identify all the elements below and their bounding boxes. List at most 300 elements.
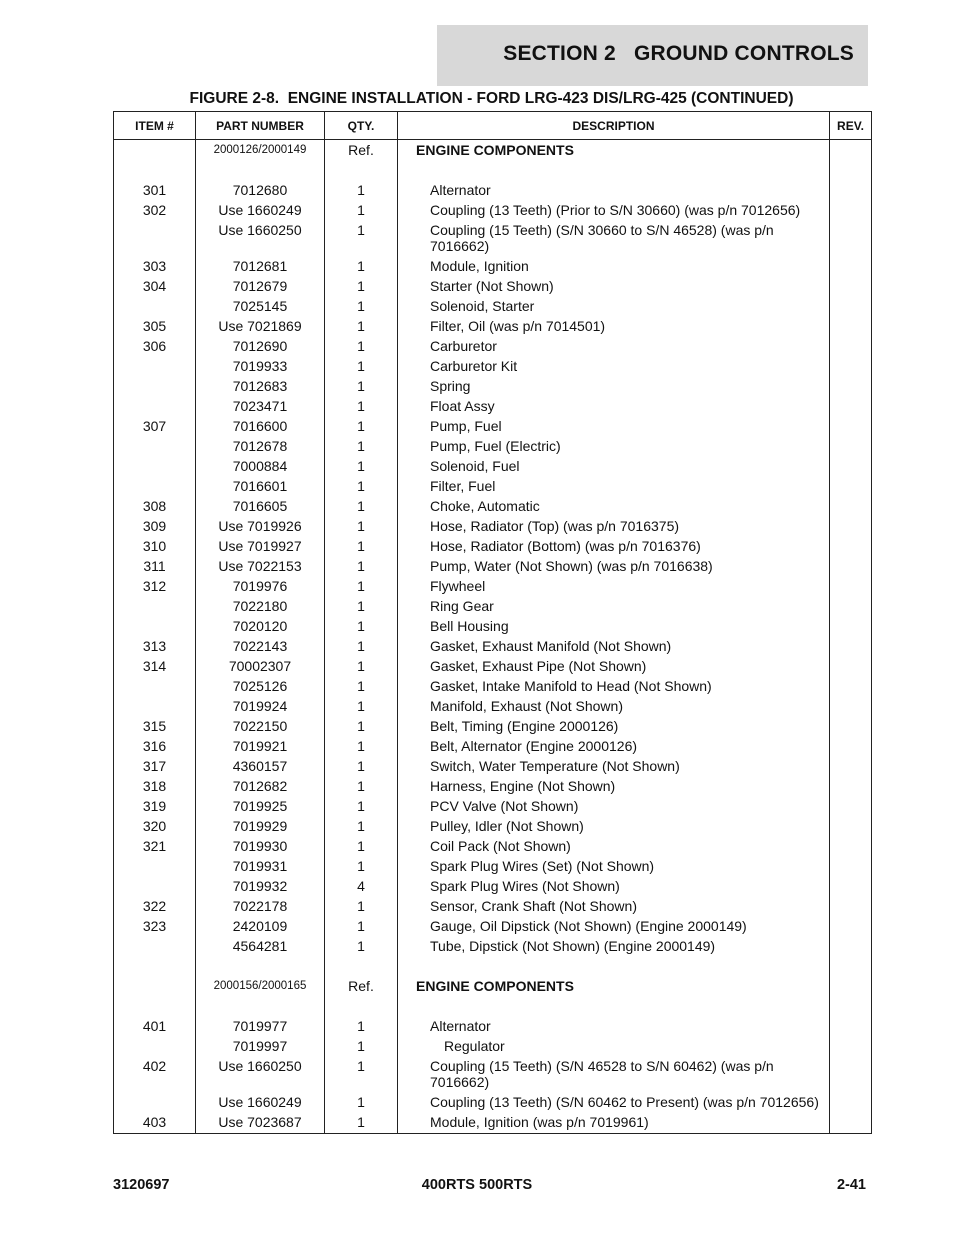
table-row [114,180,872,200]
cell-revision [830,256,872,276]
cell-description: Filter, Oil (was p/n 7014501) [398,316,830,336]
cell-item-number [114,1036,196,1056]
spacer-cell [114,160,196,180]
cell-quantity: 1 [325,200,398,220]
cell-revision [830,696,872,716]
cell-description: Coupling (15 Teeth) (S/N 46528 to S/N 60462) (was p/n 7016662) [398,1056,830,1092]
cell-quantity: 1 [325,836,398,856]
cell-description: Solenoid, Starter [398,296,830,316]
cell-description: Spark Plug Wires (Not Shown) [398,876,830,896]
cell-quantity: 1 [325,476,398,496]
cell-revision [830,856,872,876]
cell-part-number: Use 7021869 [196,316,325,336]
table-row [114,756,872,776]
table-row [114,936,872,956]
cell-item-number [114,616,196,636]
cell-item-number [114,376,196,396]
cell-revision [830,376,872,396]
cell-part-number: 7012682 [196,776,325,796]
cell-part-number: 7016600 [196,416,325,436]
cell-quantity: 1 [325,736,398,756]
cell-part-number: 70002307 [196,656,325,676]
spacer-cell [325,996,398,1016]
figure-title: FIGURE 2-8. ENGINE INSTALLATION - FORD LRG-423 DIS/LRG-425 (CONTINUED) [189,90,794,107]
cell-item-number: 311 [114,556,196,576]
cell-item-number: 312 [114,576,196,596]
table-row [114,436,872,456]
table-row [114,220,872,256]
table-row [114,696,872,716]
cell-part-number: 7012679 [196,276,325,296]
cell-quantity: 1 [325,776,398,796]
cell-description: Switch, Water Temperature (Not Shown) [398,756,830,776]
table-row [114,336,872,356]
cell-revision [830,180,872,200]
cell-revision [830,876,872,896]
table-row [114,476,872,496]
cell-revision [830,976,872,996]
cell-revision [830,516,872,536]
cell-description: Gasket, Intake Manifold to Head (Not Shown) [398,676,830,696]
cell-revision [830,676,872,696]
cell-part-number: 7016601 [196,476,325,496]
table-row [114,896,872,916]
cell-revision [830,140,872,161]
cell-part-number: Use 7022153 [196,556,325,576]
cell-quantity: 1 [325,336,398,356]
cell-item-number [114,140,196,161]
cell-description: Hose, Radiator (Top) (was p/n 7016375) [398,516,830,536]
cell-part-number: 7023471 [196,396,325,416]
cell-quantity: 1 [325,916,398,936]
table-row [114,256,872,276]
cell-part-number: 7019932 [196,876,325,896]
cell-quantity: 1 [325,296,398,316]
spacer-cell [398,996,830,1016]
table-row [114,1056,872,1092]
cell-description: ENGINE COMPONENTS [398,140,830,161]
table-row [114,576,872,596]
cell-quantity: 1 [325,316,398,336]
cell-item-number: 317 [114,756,196,776]
model-names: 400RTS 500RTS [421,1177,533,1193]
table-row [114,616,872,636]
cell-revision [830,896,872,916]
cell-part-number: 7019924 [196,696,325,716]
cell-description: Regulator [398,1036,830,1056]
table-row [114,856,872,876]
cell-item-number [114,976,196,996]
cell-revision [830,536,872,556]
cell-quantity: 1 [325,556,398,576]
table-row [114,836,872,856]
table-row [114,656,872,676]
table-row [114,396,872,416]
table-row [114,1036,872,1056]
table-row [114,516,872,536]
table-row [114,416,872,436]
table-row [114,796,872,816]
cell-quantity: 1 [325,1112,398,1134]
cell-item-number [114,476,196,496]
cell-revision [830,776,872,796]
cell-revision [830,816,872,836]
cell-description: ENGINE COMPONENTS [398,976,830,996]
cell-part-number: 2420109 [196,916,325,936]
cell-quantity: 1 [325,896,398,916]
cell-revision [830,356,872,376]
cell-quantity: 4 [325,876,398,896]
cell-revision [830,736,872,756]
cell-part-number: 7012678 [196,436,325,456]
cell-quantity: 1 [325,1056,398,1092]
cell-part-number: 7019933 [196,356,325,376]
cell-description: PCV Valve (Not Shown) [398,796,830,816]
cell-quantity: 1 [325,1016,398,1036]
cell-quantity: 1 [325,656,398,676]
cell-part-number: 7012680 [196,180,325,200]
cell-part-number: 7019977 [196,1016,325,1036]
table-row [114,776,872,796]
spacer-cell [830,160,872,180]
cell-description: Harness, Engine (Not Shown) [398,776,830,796]
cell-quantity: 1 [325,696,398,716]
table-header-row [114,112,872,140]
cell-description: Gauge, Oil Dipstick (Not Shown) (Engine 2000149) [398,916,830,936]
cell-quantity: 1 [325,596,398,616]
cell-quantity: 1 [325,816,398,836]
cell-revision [830,556,872,576]
cell-description: Gasket, Exhaust Pipe (Not Shown) [398,656,830,676]
cell-revision [830,576,872,596]
cell-item-number [114,220,196,256]
cell-description: Belt, Alternator (Engine 2000126) [398,736,830,756]
section-title: SECTION 2 GROUND CONTROLS [503,42,854,65]
cell-part-number: Use 1660250 [196,1056,325,1092]
spacer-cell [398,956,830,976]
spacer-row [114,956,872,976]
cell-revision [830,316,872,336]
cell-description: Choke, Automatic [398,496,830,516]
cell-quantity: 1 [325,936,398,956]
cell-part-number: 7022178 [196,896,325,916]
spacer-cell [398,160,830,180]
cell-part-number: 7022143 [196,636,325,656]
spacer-cell [196,160,325,180]
cell-description: Bell Housing [398,616,830,636]
cell-item-number: 302 [114,200,196,220]
cell-item-number: 318 [114,776,196,796]
cell-part-number: 7025145 [196,296,325,316]
cell-item-number: 316 [114,736,196,756]
table-row [114,816,872,836]
cell-item-number: 322 [114,896,196,916]
cell-description: Alternator [398,180,830,200]
table-row [114,356,872,376]
cell-part-number: Use 1660249 [196,200,325,220]
cell-revision [830,276,872,296]
cell-revision [830,916,872,936]
table-row [114,876,872,896]
cell-item-number: 313 [114,636,196,656]
cell-description: Hose, Radiator (Bottom) (was p/n 7016376) [398,536,830,556]
cell-item-number [114,936,196,956]
cell-quantity: 1 [325,1036,398,1056]
cell-quantity: 1 [325,436,398,456]
cell-description: Flywheel [398,576,830,596]
spacer-cell [114,996,196,1016]
cell-item-number: 308 [114,496,196,516]
cell-quantity: 1 [325,796,398,816]
cell-description: Spring [398,376,830,396]
cell-item-number: 315 [114,716,196,736]
col-header-item: ITEM # [114,112,196,140]
table-row [114,716,872,736]
cell-item-number: 320 [114,816,196,836]
cell-description: Carburetor [398,336,830,356]
cell-item-number: 319 [114,796,196,816]
cell-description: Spark Plug Wires (Set) (Not Shown) [398,856,830,876]
cell-revision [830,596,872,616]
cell-part-number: 7012690 [196,336,325,356]
col-header-part-number: PART NUMBER [196,112,325,140]
cell-quantity: 1 [325,536,398,556]
table-row [114,1092,872,1112]
cell-revision [830,836,872,856]
cell-revision [830,296,872,316]
cell-part-number: 7020120 [196,616,325,636]
cell-revision [830,656,872,676]
cell-description: Float Assy [398,396,830,416]
cell-part-number: 7019921 [196,736,325,756]
cell-part-number: 7016605 [196,496,325,516]
table-row [114,376,872,396]
cell-item-number: 403 [114,1112,196,1134]
cell-description: Solenoid, Fuel [398,456,830,476]
doc-number: 3120697 [113,1177,170,1193]
table-row [114,636,872,656]
cell-item-number [114,436,196,456]
cell-part-number: 7019929 [196,816,325,836]
spacer-cell [830,996,872,1016]
cell-item-number [114,856,196,876]
cell-quantity: 1 [325,220,398,256]
cell-quantity: 1 [325,396,398,416]
cell-item-number [114,296,196,316]
cell-part-number: 4564281 [196,936,325,956]
cell-revision [830,636,872,656]
cell-part-number: 7022150 [196,716,325,736]
cell-quantity: Ref. [325,976,398,996]
cell-revision [830,496,872,516]
cell-description: Module, Ignition [398,256,830,276]
spacer-row [114,160,872,180]
cell-quantity: 1 [325,676,398,696]
cell-part-number: 7000884 [196,456,325,476]
cell-revision [830,716,872,736]
cell-item-number: 323 [114,916,196,936]
cell-description: Sensor, Crank Shaft (Not Shown) [398,896,830,916]
cell-revision [830,1092,872,1112]
cell-description: Pump, Fuel (Electric) [398,436,830,456]
table-row [114,596,872,616]
cell-quantity: 1 [325,716,398,736]
cell-revision [830,1036,872,1056]
table-row [114,556,872,576]
spacer-cell [196,956,325,976]
cell-item-number: 307 [114,416,196,436]
cell-description: Module, Ignition (was p/n 7019961) [398,1112,830,1134]
cell-description: Belt, Timing (Engine 2000126) [398,716,830,736]
cell-item-number [114,456,196,476]
cell-part-number: 7019976 [196,576,325,596]
cell-item-number [114,876,196,896]
cell-quantity: 1 [325,516,398,536]
cell-description: Tube, Dipstick (Not Shown) (Engine 2000149) [398,936,830,956]
cell-revision [830,796,872,816]
cell-description: Coupling (13 Teeth) (S/N 60462 to Present) (was p/n 7012656) [398,1092,830,1112]
cell-item-number [114,676,196,696]
cell-quantity: 1 [325,416,398,436]
cell-description: Coupling (15 Teeth) (S/N 30660 to S/N 46528) (was p/n 7016662) [398,220,830,256]
cell-item-number: 321 [114,836,196,856]
table-row [114,316,872,336]
cell-quantity: 1 [325,636,398,656]
cell-quantity: 1 [325,456,398,476]
cell-item-number: 401 [114,1016,196,1036]
group-header-row [114,976,872,996]
cell-description: Alternator [398,1016,830,1036]
cell-item-number [114,696,196,716]
spacer-cell [325,956,398,976]
spacer-cell [114,956,196,976]
table-row [114,676,872,696]
cell-revision [830,200,872,220]
cell-description: Pump, Fuel [398,416,830,436]
cell-part-number: 2000126/2000149 [196,140,325,161]
table-row [114,1112,872,1134]
cell-description: Pump, Water (Not Shown) (was p/n 7016638) [398,556,830,576]
cell-part-number: Use 7019927 [196,536,325,556]
cell-quantity: 1 [325,616,398,636]
cell-item-number [114,596,196,616]
cell-item-number: 309 [114,516,196,536]
cell-part-number: Use 7019926 [196,516,325,536]
cell-item-number [114,356,196,376]
table-row [114,456,872,476]
table-row [114,276,872,296]
cell-revision [830,220,872,256]
col-header-rev: REV. [830,112,872,140]
cell-quantity: 1 [325,496,398,516]
cell-description: Pulley, Idler (Not Shown) [398,816,830,836]
cell-description: Gasket, Exhaust Manifold (Not Shown) [398,636,830,656]
spacer-cell [325,160,398,180]
cell-part-number: 7019931 [196,856,325,876]
cell-description: Coil Pack (Not Shown) [398,836,830,856]
cell-part-number: 7019930 [196,836,325,856]
cell-item-number [114,396,196,416]
cell-quantity: Ref. [325,140,398,161]
cell-revision [830,396,872,416]
cell-description: Manifold, Exhaust (Not Shown) [398,696,830,716]
cell-item-number: 402 [114,1056,196,1092]
cell-part-number: 4360157 [196,756,325,776]
spacer-row [114,996,872,1016]
col-header-qty: QTY. [325,112,398,140]
parts-table-body [114,140,872,1134]
cell-quantity: 1 [325,1092,398,1112]
cell-revision [830,456,872,476]
cell-quantity: 1 [325,180,398,200]
table-row [114,736,872,756]
page-number: 2-41 [836,1177,866,1193]
cell-part-number: 7022180 [196,596,325,616]
spacer-cell [196,996,325,1016]
parts-table [113,111,872,1134]
cell-item-number: 301 [114,180,196,200]
cell-part-number: Use 7023687 [196,1112,325,1134]
section-banner [437,25,868,86]
table-row [114,916,872,936]
cell-description: Ring Gear [398,596,830,616]
spacer-cell [830,956,872,976]
cell-revision [830,1056,872,1092]
cell-part-number: 7012681 [196,256,325,276]
cell-part-number: 7025126 [196,676,325,696]
cell-part-number: 7019925 [196,796,325,816]
table-row [114,536,872,556]
cell-quantity: 1 [325,356,398,376]
cell-quantity: 1 [325,756,398,776]
cell-part-number: 2000156/2000165 [196,976,325,996]
cell-revision [830,756,872,776]
table-row [114,1016,872,1036]
cell-description: Coupling (13 Teeth) (Prior to S/N 30660) (was p/n 7012656) [398,200,830,220]
cell-revision [830,1016,872,1036]
cell-revision [830,336,872,356]
table-row [114,296,872,316]
cell-item-number: 306 [114,336,196,356]
cell-item-number: 304 [114,276,196,296]
cell-item-number: 303 [114,256,196,276]
cell-quantity: 1 [325,276,398,296]
cell-description: Filter, Fuel [398,476,830,496]
cell-item-number: 305 [114,316,196,336]
cell-part-number: Use 1660250 [196,220,325,256]
cell-quantity: 1 [325,576,398,596]
cell-quantity: 1 [325,256,398,276]
table-row [114,496,872,516]
cell-quantity: 1 [325,856,398,876]
table-row [114,200,872,220]
cell-revision [830,416,872,436]
cell-revision [830,476,872,496]
cell-part-number: 7019997 [196,1036,325,1056]
cell-revision [830,616,872,636]
cell-part-number: 7012683 [196,376,325,396]
cell-item-number: 314 [114,656,196,676]
cell-part-number: Use 1660249 [196,1092,325,1112]
col-header-description: DESCRIPTION [398,112,830,140]
cell-description: Starter (Not Shown) [398,276,830,296]
cell-item-number [114,1092,196,1112]
cell-description: Carburetor Kit [398,356,830,376]
cell-revision [830,936,872,956]
group-header-row [114,140,872,161]
cell-revision [830,1112,872,1134]
cell-revision [830,436,872,456]
